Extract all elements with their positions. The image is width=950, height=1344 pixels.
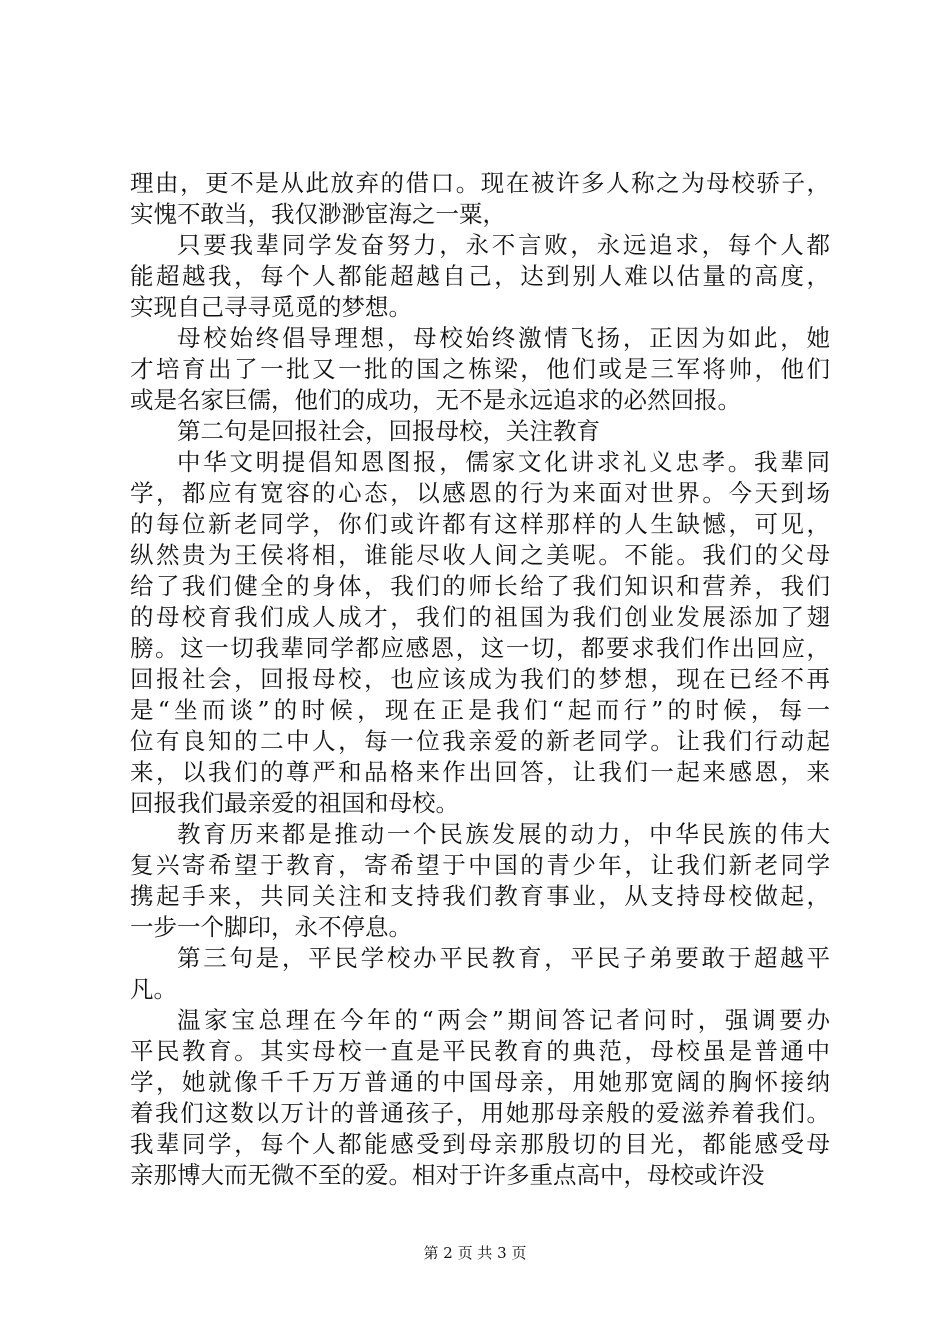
paragraph	[130, 819, 830, 943]
text-line: 教育历来都是推动一个民族发展的动力，中华民族的伟大	[177, 820, 830, 848]
text-line: 学，她就像千千万万普通的中国母亲，用她那宽阔的胸怀接纳	[130, 1068, 830, 1096]
text-line: 给了我们健全的身体，我们的师长给了我们知识和营养，我们	[130, 572, 830, 600]
text-line: 才培育出了一批又一批的国之栋梁，他们或是三军将帅，他们	[130, 355, 830, 383]
text-line: 的每位新老同学，你们或许都有这样那样的人生缺憾，可见，	[130, 510, 830, 538]
text-line: 理由，更不是从此放弃的借口。现在被许多人称之为母校骄子，	[130, 169, 830, 197]
text-line: 携起手来，共同关注和支持我们教育事业，从支持母校做起，	[130, 882, 830, 910]
text-line: 复兴寄希望于教育，寄希望于中国的青少年，让我们新老同学	[130, 851, 830, 879]
text-line: 母校始终倡导理想，母校始终激情飞扬，正因为如此，她	[177, 324, 830, 352]
paragraph	[130, 323, 830, 416]
text-line: 膀。这一切我辈同学都应感恩，这一切，都要求我们作出回应，	[130, 634, 830, 662]
text-line: 位有良知的二中人，每一位我亲爱的新老同学。让我们行动起	[130, 727, 830, 755]
text-line: 第三句是，平民学校办平民教育，平民子弟要敢于超越平	[177, 944, 830, 972]
text-line: 回报社会，回报母校，也应该成为我们的梦想，现在已经不再	[130, 665, 830, 693]
paragraph	[130, 416, 830, 447]
paragraph	[130, 230, 830, 323]
text-line: 一步一个脚印，永不停息。	[130, 913, 412, 941]
text-line: 的母校育我们成人成才，我们的祖国为我们创业发展添加了翅	[130, 603, 830, 631]
paragraph	[130, 447, 830, 819]
page-footer: 第 2 页 共 3 页	[423, 1244, 527, 1262]
paragraph	[130, 168, 830, 230]
text-line: 来，以我们的尊严和品格来作出回答，让我们一起来感恩，来	[130, 758, 830, 786]
text-line: 温家宝总理在今年的“两会”期间答记者问时，强调要办	[177, 1006, 830, 1034]
text-line: 回报我们最亲爱的祖国和母校。	[130, 789, 459, 817]
text-line: 学，都应有宽容的心态，以感恩的行为来面对世界。今天到场	[130, 479, 830, 507]
text-line: 实愧不敢当，我仅渺渺宦海之一粟，	[130, 200, 506, 228]
text-line: 中华文明提倡知恩图报，儒家文化讲求礼义忠孝。我辈同	[177, 448, 830, 476]
text-line: 实现自己寻寻觅觅的梦想。	[130, 293, 412, 321]
text-line: 我辈同学，每个人都能感受到母亲那殷切的目光，都能感受母	[130, 1130, 830, 1158]
text-line: 只要我辈同学发奋努力，永不言败，永远追求，每个人都	[177, 231, 830, 259]
text-line: 或是名家巨儒，他们的成功，无不是永远追求的必然回报。	[130, 386, 741, 414]
document-body	[130, 168, 830, 1191]
text-line: 亲那博大而无微不至的爱。相对于许多重点高中，母校或许没	[130, 1161, 765, 1189]
paragraph	[130, 943, 830, 1005]
text-line: 能超越我，每个人都能超越自己，达到别人难以估量的高度，	[130, 262, 830, 290]
text-line: 平民教育。其实母校一直是平民教育的典范，母校虽是普通中	[130, 1037, 830, 1065]
text-line: 第二句是回报社会，回报母校，关注教育	[177, 417, 600, 445]
paragraph	[130, 1005, 830, 1191]
text-line: 凡。	[130, 975, 177, 1003]
text-line: 纵然贵为王侯将相，谁能尽收人间之美呢。不能。我们的父母	[130, 541, 830, 569]
text-line: 着我们这数以万计的普通孩子，用她那母亲般的爱滋养着我们。	[130, 1099, 830, 1127]
text-line: 是“坐而谈”的时候，现在正是我们“起而行”的时候，每一	[130, 696, 830, 724]
